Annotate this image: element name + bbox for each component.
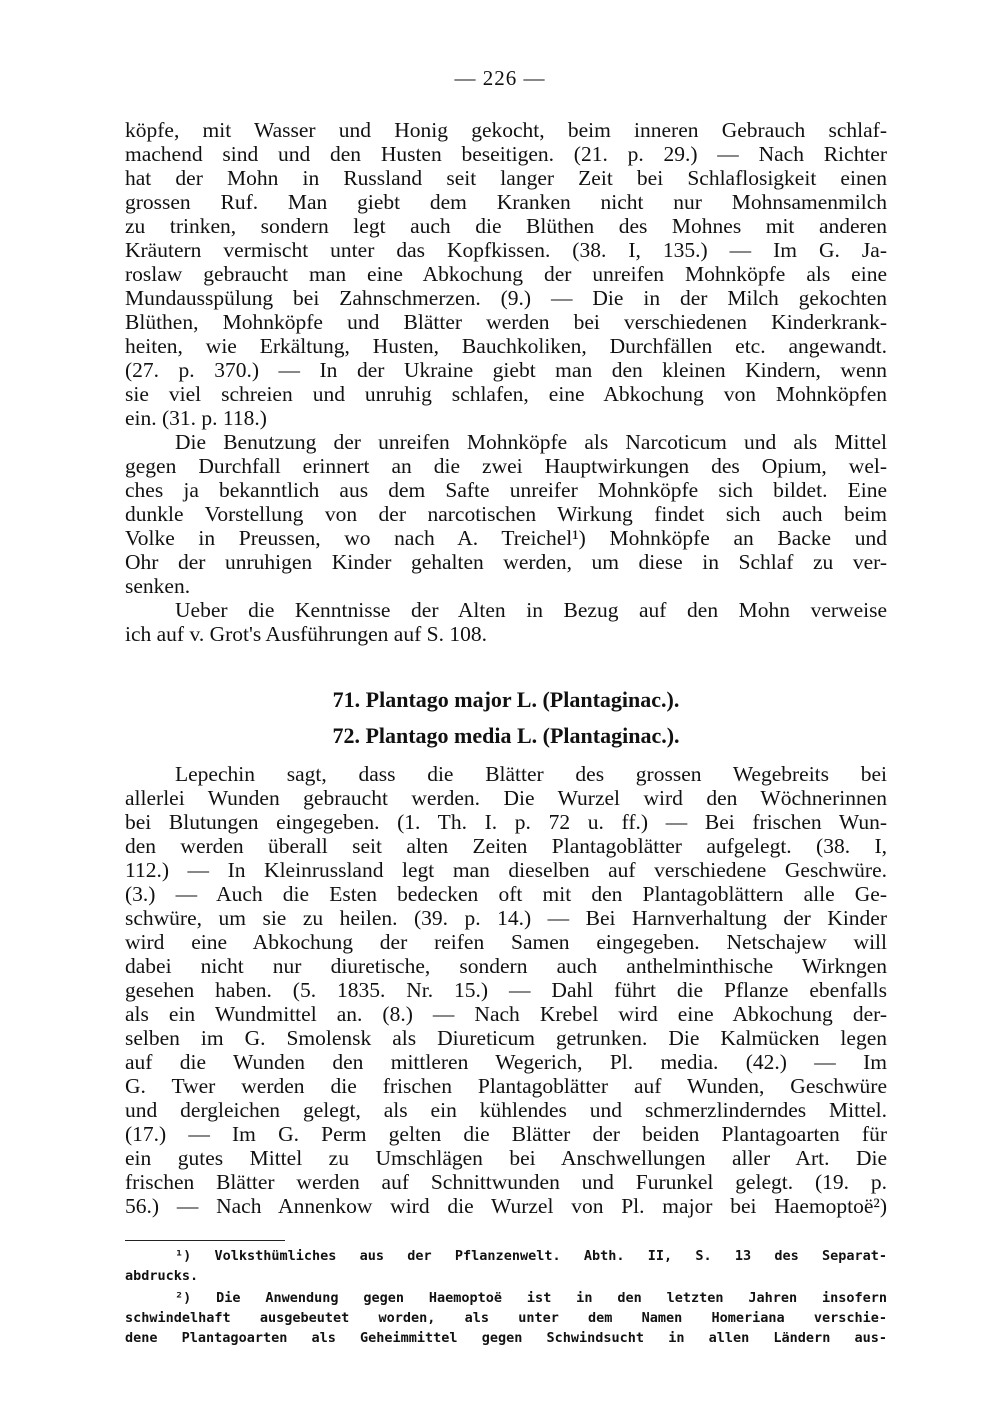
text-line: köpfe, mit Wasser und Honig gekocht, beim inneren Gebrauch schlaf- bbox=[125, 118, 887, 142]
text-line: roslaw gebraucht man eine Abkochung der unreifen Mohnköpfe als eine bbox=[125, 262, 887, 286]
text-line: sie viel schreien und unruhig schlafen, eine Abkochung von Mohnköpfen bbox=[125, 382, 887, 406]
text-line: Volke in Preussen, wo nach A. Treichel¹) Mohnköpfe an Backe und bbox=[125, 526, 887, 550]
page-number: — 226 — bbox=[454, 66, 546, 90]
text-line: (3.) — Auch die Esten bedecken oft mit den Plantagoblättern alle Ge- bbox=[125, 882, 887, 906]
text-line: machend sind und den Husten beseitigen. (21. p. 29.) — Nach Richter bbox=[125, 142, 887, 166]
text-line: gesehen haben. (5. 1835. Nr. 15.) — Dahl führt die Pflanze ebenfalls bbox=[125, 978, 887, 1002]
text-line: Ueber die Kenntnisse der Alten in Bezug auf den Mohn verweise bbox=[175, 598, 887, 622]
footnote-line: schwindelhaft ausgebeutet worden, als unter dem Namen Homeriana verschie- bbox=[125, 1310, 887, 1326]
text-line: frischen Blätter werden auf Schnittwunden und Furunkel gelegt. (19. p. bbox=[125, 1170, 887, 1194]
footnote-line: abdrucks. bbox=[125, 1268, 199, 1284]
text-line: schwüre, um sie zu heilen. (39. p. 14.) — Bei Harnverhaltung der Kinder bbox=[125, 906, 887, 930]
text-line: (17.) — Im G. Perm gelten die Blätter der beiden Plantagoarten für bbox=[125, 1122, 887, 1146]
text-line: wird eine Abkochung der reifen Samen eingegeben. Netschajew will bbox=[125, 930, 887, 954]
text-line: als ein Wundmittel an. (8.) — Nach Krebel wird eine Abkochung der- bbox=[125, 1002, 887, 1026]
text-line: grossen Ruf. Man giebt dem Kranken nicht nur Mohnsamenmilch bbox=[125, 190, 887, 214]
text-line: hat der Mohn in Russland seit langer Zeit bei Schlaflosigkeit einen bbox=[125, 166, 887, 190]
text-line: selben im G. Smolensk als Diureticum getrunken. Die Kalmücken legen bbox=[125, 1026, 887, 1050]
text-line: Kräutern vermischt unter das Kopfkissen. (38. I, 135.) — Im G. Ja- bbox=[125, 238, 887, 262]
footnote-divider bbox=[125, 1240, 285, 1241]
text-line: Lepechin sagt, dass die Blätter des grossen Wegebreits bei bbox=[175, 762, 887, 786]
text-line: senken. bbox=[125, 574, 191, 598]
footnote-line: ¹) Volksthümliches aus der Pflanzenwelt. Abth. II, S. 13 des Separat- bbox=[175, 1248, 887, 1264]
text-line: auf die Wunden den mittleren Wegerich, Pl. media. (42.) — Im bbox=[125, 1050, 887, 1074]
text-line: dunkle Vorstellung von der narcotischen Wirkung findet sich auch beim bbox=[125, 502, 887, 526]
text-line: ches ja bekanntlich aus dem Safte unreifer Mohnköpfe sich bildet. Eine bbox=[125, 478, 887, 502]
footnote-line: dene Plantagoarten als Geheimmittel gegen Schwindsucht in allen Ländern aus- bbox=[125, 1330, 887, 1346]
text-line: Die Benutzung der unreifen Mohnköpfe als Narcoticum und als Mittel bbox=[175, 430, 887, 454]
text-line: zu trinken, sondern legt auch die Blüthen des Mohnes mit anderen bbox=[125, 214, 887, 238]
text-line: dabei nicht nur diuretische, sondern auch anthelminthische Wirkngen bbox=[125, 954, 887, 978]
text-line: und dergleichen gelegt, als ein kühlendes und schmerzlinderndes Mittel. bbox=[125, 1098, 887, 1122]
text-line: Ohr der unruhigen Kinder gehalten werden, um diese in Schlaf zu ver- bbox=[125, 550, 887, 574]
text-line: 56.) — Nach Annenkow wird die Wurzel von Pl. major bei Haemoptoë²) bbox=[125, 1194, 887, 1218]
text-line: (27. p. 370.) — In der Ukraine giebt man den kleinen Kindern, wenn bbox=[125, 358, 887, 382]
text-line: ein gutes Mittel zu Umschlägen bei Anschwellungen aller Art. Die bbox=[125, 1146, 887, 1170]
text-line: den werden überall seit alten Zeiten Plantagoblätter aufgelegt. (38. I, bbox=[125, 834, 887, 858]
text-line: Mundausspülung bei Zahnschmerzen. (9.) — Die in der Milch gekochten bbox=[125, 286, 887, 310]
text-line: ein. (31. p. 118.) bbox=[125, 406, 267, 430]
text-line: Blüthen, Mohnköpfe und Blätter werden bei verschiedenen Kinderkrank- bbox=[125, 310, 887, 334]
text-line: G. Twer werden die frischen Plantagoblätter auf Wunden, Geschwüre bbox=[125, 1074, 887, 1098]
footnote-line: ²) Die Anwendung gegen Haemoptoë ist in den letzten Jahren insofern bbox=[175, 1290, 887, 1306]
section-heading: 72. Plantago media L. (Plantaginac.). bbox=[332, 723, 680, 748]
text-line: ich auf v. Grot's Ausführungen auf S. 108. bbox=[125, 622, 487, 646]
text-line: 112.) — In Kleinrussland legt man dieselben auf verschiedene Geschwüre. bbox=[125, 858, 887, 882]
text-line: gegen Durchfall erinnert an die zwei Hauptwirkungen des Opium, wel- bbox=[125, 454, 887, 478]
text-line: heiten, wie Erkältung, Husten, Bauchkoliken, Durchfällen etc. angewandt. bbox=[125, 334, 887, 358]
section-heading: 71. Plantago major L. (Plantaginac.). bbox=[332, 687, 680, 712]
text-line: allerlei Wunden gebraucht werden. Die Wurzel wird den Wöchnerinnen bbox=[125, 786, 887, 810]
text-line: bei Blutungen eingegeben. (1. Th. I. p. 72 u. ff.) — Bei frischen Wun- bbox=[125, 810, 887, 834]
